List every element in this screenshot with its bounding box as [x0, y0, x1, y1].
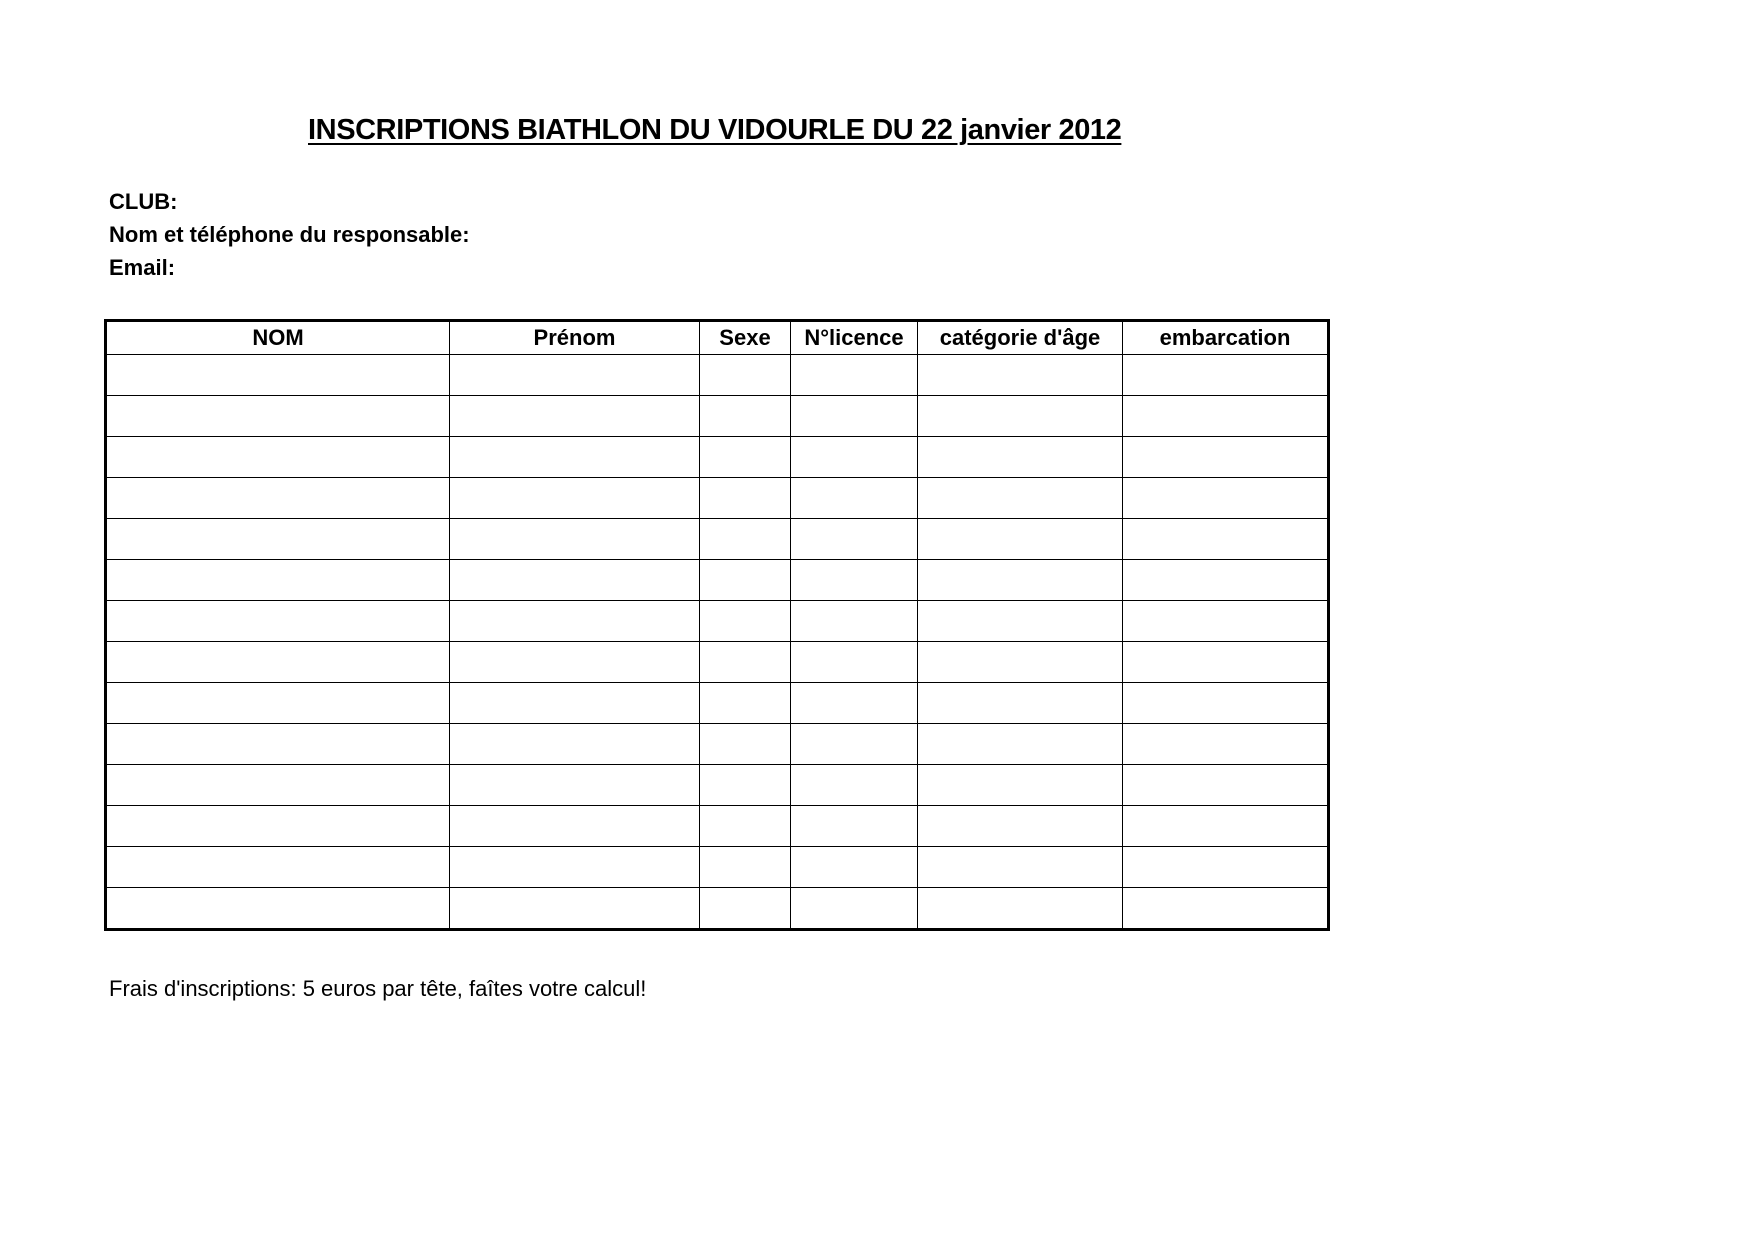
table-cell-categorie[interactable]: [918, 601, 1123, 642]
table-cell-embarcation[interactable]: [1123, 888, 1329, 930]
table-cell-embarcation[interactable]: [1123, 847, 1329, 888]
table-cell-licence[interactable]: [791, 724, 918, 765]
table-row: [106, 519, 1329, 560]
table-cell-nom[interactable]: [106, 724, 450, 765]
table-cell-sexe[interactable]: [700, 683, 791, 724]
table-cell-prenom[interactable]: [450, 847, 700, 888]
table-cell-licence[interactable]: [791, 396, 918, 437]
table-row: [106, 560, 1329, 601]
table-cell-nom[interactable]: [106, 765, 450, 806]
table-cell-embarcation[interactable]: [1123, 765, 1329, 806]
column-header-categorie: catégorie d'âge: [918, 321, 1123, 355]
table-cell-licence[interactable]: [791, 478, 918, 519]
table-cell-embarcation[interactable]: [1123, 806, 1329, 847]
table-row: [106, 765, 1329, 806]
table-row: [106, 601, 1329, 642]
table-cell-categorie[interactable]: [918, 560, 1123, 601]
table-row: [106, 478, 1329, 519]
column-header-embarcation: embarcation: [1123, 321, 1329, 355]
table-cell-sexe[interactable]: [700, 478, 791, 519]
table-cell-categorie[interactable]: [918, 724, 1123, 765]
table-row: [106, 642, 1329, 683]
table-cell-sexe[interactable]: [700, 642, 791, 683]
table-cell-prenom[interactable]: [450, 806, 700, 847]
table-cell-licence[interactable]: [791, 560, 918, 601]
registration-table: [104, 319, 1330, 931]
table-cell-prenom[interactable]: [450, 396, 700, 437]
table-cell-categorie[interactable]: [918, 888, 1123, 930]
table-cell-licence[interactable]: [791, 642, 918, 683]
table-cell-sexe[interactable]: [700, 396, 791, 437]
table-cell-licence[interactable]: [791, 847, 918, 888]
table-cell-embarcation[interactable]: [1123, 478, 1329, 519]
table-cell-categorie[interactable]: [918, 519, 1123, 560]
table-cell-sexe[interactable]: [700, 519, 791, 560]
table-cell-prenom[interactable]: [450, 601, 700, 642]
table-cell-nom[interactable]: [106, 437, 450, 478]
table-cell-sexe[interactable]: [700, 806, 791, 847]
table-cell-sexe[interactable]: [700, 601, 791, 642]
table-cell-categorie[interactable]: [918, 478, 1123, 519]
table-row: [106, 396, 1329, 437]
table-row: [106, 683, 1329, 724]
table-cell-prenom[interactable]: [450, 888, 700, 930]
table-row: [106, 888, 1329, 930]
table-cell-licence[interactable]: [791, 806, 918, 847]
table-cell-categorie[interactable]: [918, 847, 1123, 888]
table-cell-embarcation[interactable]: [1123, 437, 1329, 478]
table-cell-prenom[interactable]: [450, 437, 700, 478]
table-cell-licence[interactable]: [791, 683, 918, 724]
responsable-label: Nom et téléphone du responsable:: [109, 222, 470, 247]
table-cell-embarcation[interactable]: [1123, 601, 1329, 642]
table-cell-nom[interactable]: [106, 888, 450, 930]
table-cell-prenom[interactable]: [450, 519, 700, 560]
email-label: Email:: [109, 255, 176, 280]
table-cell-embarcation[interactable]: [1123, 355, 1329, 396]
table-cell-categorie[interactable]: [918, 437, 1123, 478]
table-cell-embarcation[interactable]: [1123, 642, 1329, 683]
column-header-prenom: Prénom: [450, 321, 700, 355]
table-cell-prenom[interactable]: [450, 355, 700, 396]
table-cell-categorie[interactable]: [918, 396, 1123, 437]
table-cell-nom[interactable]: [106, 642, 450, 683]
table-cell-prenom[interactable]: [450, 724, 700, 765]
table-row: [106, 724, 1329, 765]
page-title: INSCRIPTIONS BIATHLON DU VIDOURLE DU 22 janvier 2012: [308, 114, 1122, 146]
table-cell-licence[interactable]: [791, 437, 918, 478]
table-cell-sexe[interactable]: [700, 888, 791, 930]
table-cell-categorie[interactable]: [918, 806, 1123, 847]
table-cell-nom[interactable]: [106, 601, 450, 642]
table-cell-licence[interactable]: [791, 355, 918, 396]
table-cell-sexe[interactable]: [700, 560, 791, 601]
club-label: CLUB:: [109, 189, 178, 214]
table-cell-licence[interactable]: [791, 888, 918, 930]
footer-note: Frais d'inscriptions: 5 euros par tête, faîtes votre calcul!: [109, 976, 647, 1001]
table-cell-nom[interactable]: [106, 355, 450, 396]
table-cell-sexe[interactable]: [700, 437, 791, 478]
table-cell-categorie[interactable]: [918, 683, 1123, 724]
table-cell-sexe[interactable]: [700, 847, 791, 888]
table-cell-nom[interactable]: [106, 683, 450, 724]
table-cell-nom[interactable]: [106, 560, 450, 601]
table-cell-sexe[interactable]: [700, 724, 791, 765]
table-cell-categorie[interactable]: [918, 355, 1123, 396]
table-cell-prenom[interactable]: [450, 478, 700, 519]
table-cell-categorie[interactable]: [918, 642, 1123, 683]
table-header-row: [106, 321, 1329, 355]
table-cell-licence[interactable]: [791, 601, 918, 642]
table-cell-licence[interactable]: [791, 765, 918, 806]
column-header-sexe: Sexe: [700, 321, 791, 355]
table-cell-prenom[interactable]: [450, 642, 700, 683]
table-cell-sexe[interactable]: [700, 355, 791, 396]
table-cell-nom[interactable]: [106, 806, 450, 847]
table-cell-embarcation[interactable]: [1123, 396, 1329, 437]
table-cell-prenom[interactable]: [450, 683, 700, 724]
column-header-licence: N°licence: [791, 321, 918, 355]
table-row: [106, 437, 1329, 478]
table-cell-embarcation[interactable]: [1123, 724, 1329, 765]
table-cell-nom[interactable]: [106, 478, 450, 519]
table-cell-nom[interactable]: [106, 519, 450, 560]
table-cell-prenom[interactable]: [450, 560, 700, 601]
table-cell-licence[interactable]: [791, 519, 918, 560]
table-cell-embarcation[interactable]: [1123, 683, 1329, 724]
table-cell-embarcation[interactable]: [1123, 519, 1329, 560]
table-row: [106, 355, 1329, 396]
table-cell-nom[interactable]: [106, 396, 450, 437]
table-cell-embarcation[interactable]: [1123, 560, 1329, 601]
table-cell-categorie[interactable]: [918, 765, 1123, 806]
table-cell-prenom[interactable]: [450, 765, 700, 806]
table-cell-sexe[interactable]: [700, 765, 791, 806]
table-cell-nom[interactable]: [106, 847, 450, 888]
table-row: [106, 806, 1329, 847]
table-body: [106, 355, 1329, 930]
table-row: [106, 847, 1329, 888]
column-header-nom: NOM: [106, 321, 450, 355]
